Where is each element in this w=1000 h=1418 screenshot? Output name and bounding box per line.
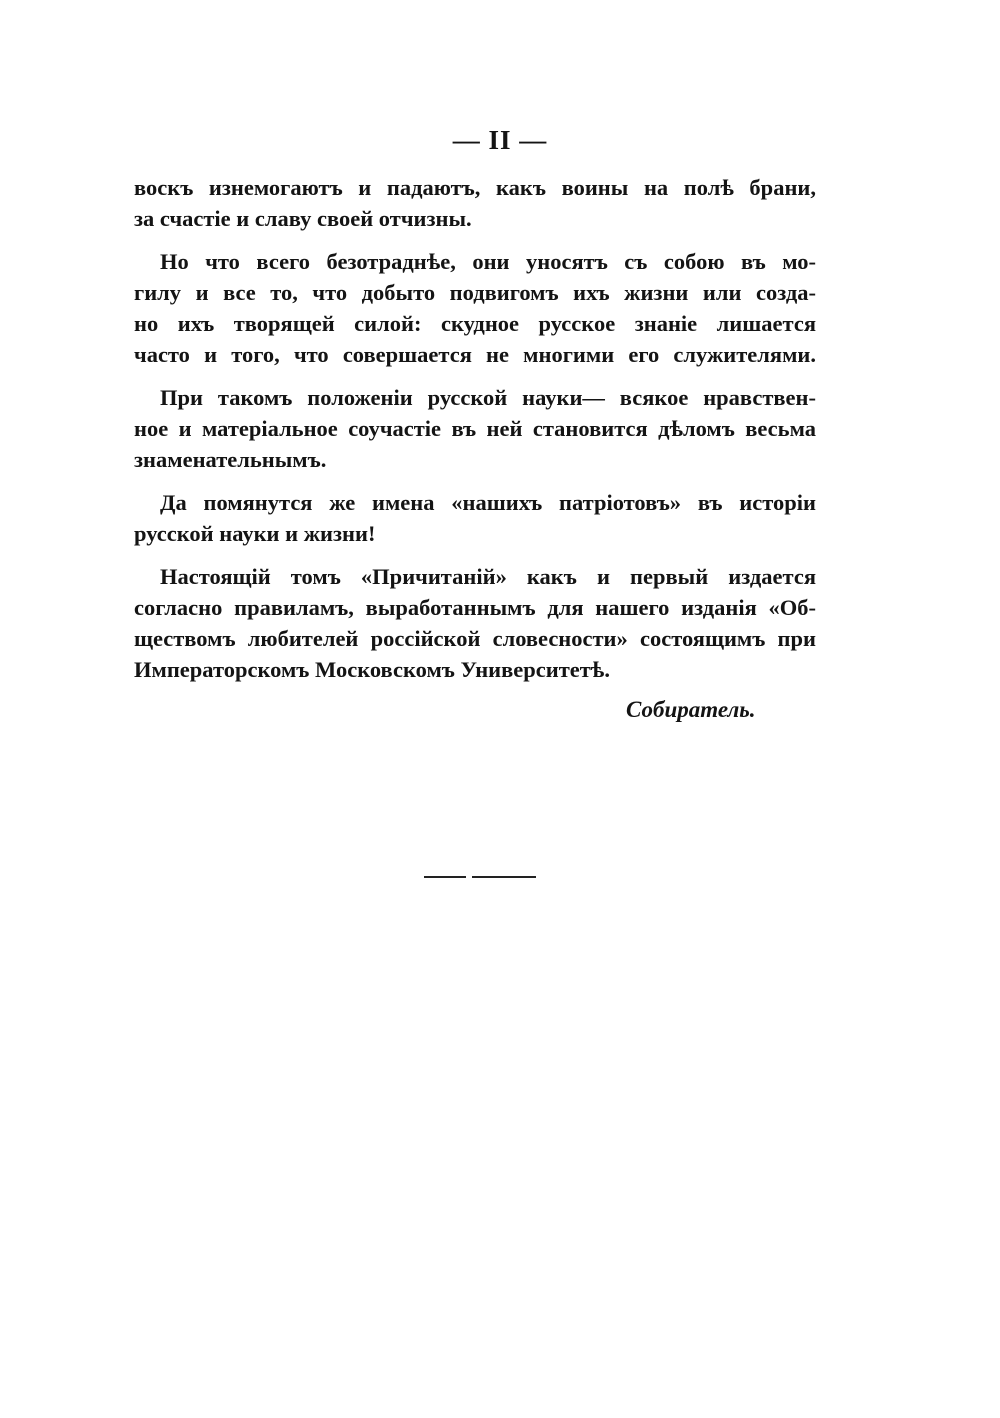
text-line: знаменательнымъ. [134, 447, 327, 472]
text-line: согласно правиламъ, выработаннымъ для нашего изданія «Об- [134, 595, 816, 620]
end-rule [424, 876, 466, 878]
text-line: Да помянутся же имена «нашихъ патріотовъ» въ исторіи [160, 490, 816, 515]
paragraph [134, 382, 816, 475]
paragraph [134, 246, 816, 370]
text-line: за счастіе и славу своей отчизны. [134, 206, 472, 231]
paragraph [134, 561, 816, 685]
body-text [134, 172, 816, 697]
paragraph [134, 172, 816, 234]
text-line: но ихъ творящей силой: скудное русское знаніе лишается [134, 311, 816, 336]
end-rule [472, 876, 536, 878]
text-line: ное и матеріальное соучастіе въ ней становится дѣломъ весьма [134, 416, 816, 441]
text-line: Императорскомъ Московскомъ Университетѣ. [134, 657, 610, 682]
text-line: русской науки и жизни! [134, 521, 376, 546]
text-line: При такомъ положеніи русской науки— всякое нравствен- [160, 385, 816, 410]
text-line: воскъ изнемогаютъ и падаютъ, какъ воины на полѣ брани, [134, 175, 816, 200]
text-line: гилу и все то, что добыто подвигомъ ихъ жизни или созда- [134, 280, 816, 305]
text-line: ществомъ любителей россійской словесности» состоящимъ при [134, 626, 816, 651]
text-line: Настоящій томъ «Причитаній» какъ и первый издается [160, 564, 816, 589]
page-number: — II — [452, 125, 548, 155]
signature: Собиратель. [626, 697, 756, 722]
text-line: часто и того, что совершается не многими его служителями. [134, 342, 816, 367]
paragraph [134, 487, 816, 549]
text-line: Но что всего безотраднѣе, они уносятъ съ собою въ мо- [160, 249, 816, 274]
